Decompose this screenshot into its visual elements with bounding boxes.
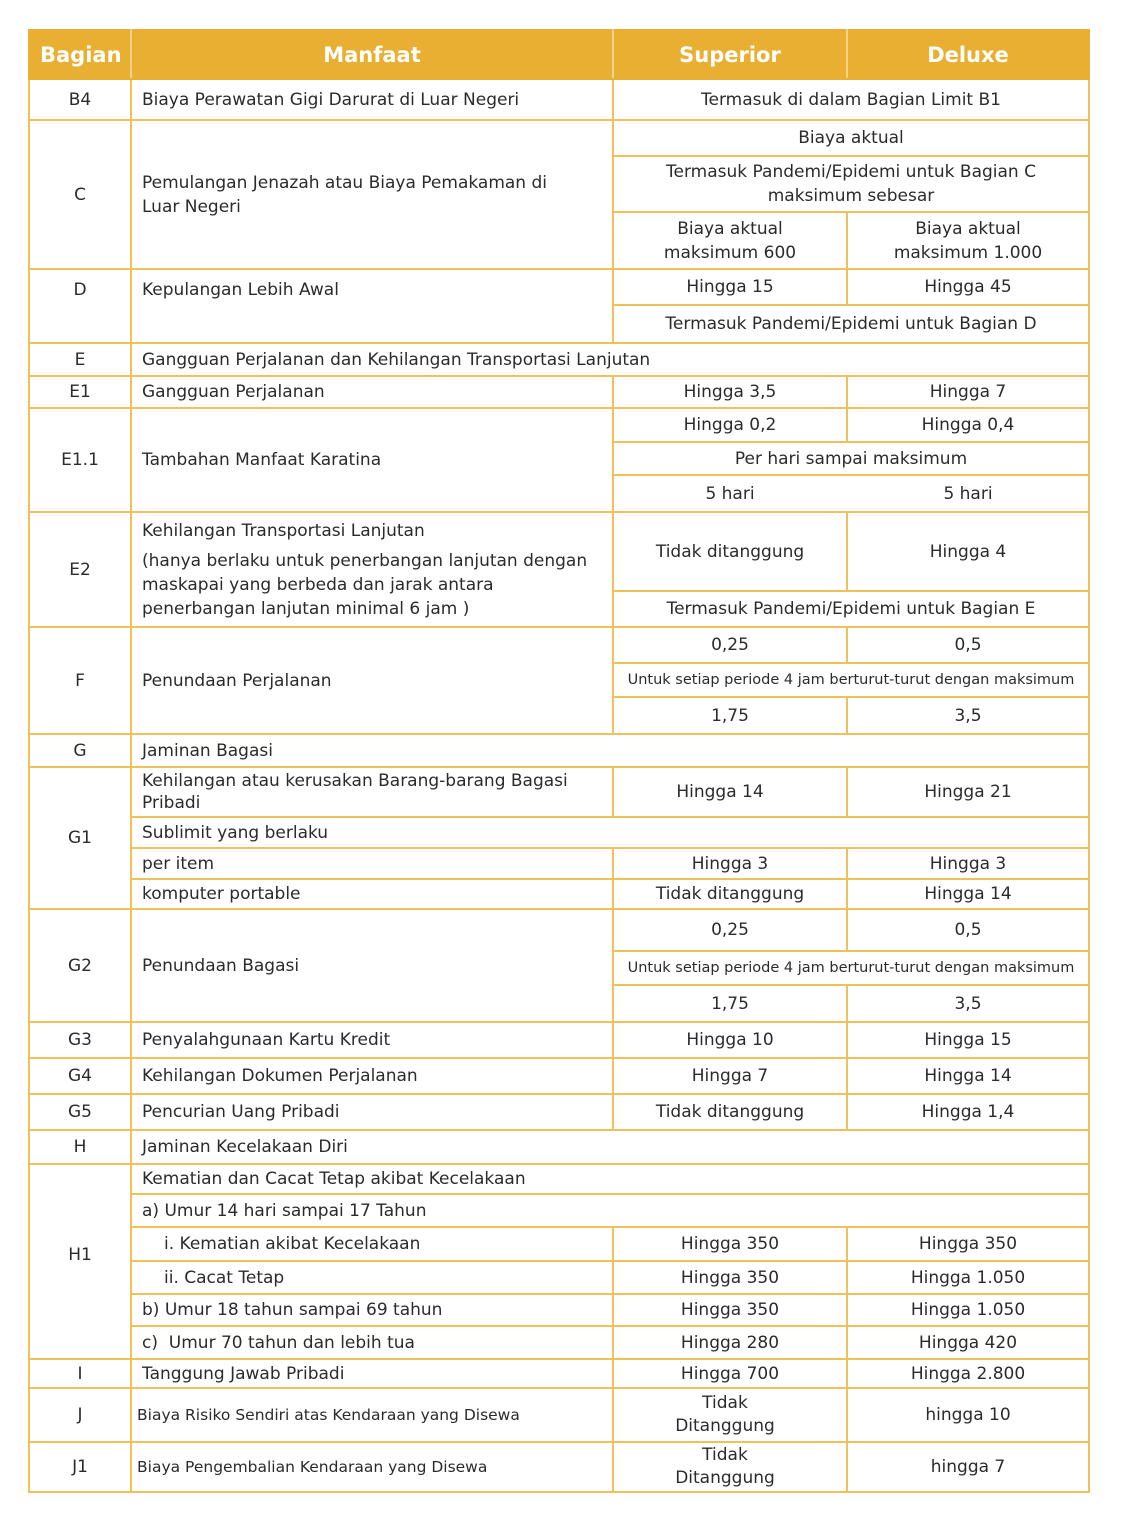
benefit-note: Untuk setiap periode 4 jam berturut-turut dengan maksimum — [613, 951, 1089, 985]
deluxe-value: 0,5 — [847, 909, 1089, 951]
benefit-name: Tanggung Jawab Pribadi — [131, 1359, 613, 1388]
sublimit-label: Sublimit yang berlaku — [131, 817, 1089, 848]
benefit-name: Biaya Pengembalian Kendaraan yang Disewa — [131, 1442, 613, 1492]
superior-value: Tidak Ditanggung — [613, 1388, 847, 1442]
benefit-name: Tambahan Manfaat Karatina — [131, 408, 613, 512]
benefit-name: ii. Cacat Tetap — [131, 1261, 613, 1294]
superior-value: Hingga 10 — [613, 1022, 847, 1058]
benefit-value-both: Biaya aktual — [613, 120, 1089, 156]
deluxe-value: hingga 7 — [847, 1442, 1089, 1492]
age-group-label: b) Umur 18 tahun sampai 69 tahun — [131, 1294, 613, 1326]
section-code: G1 — [29, 767, 131, 909]
superior-value: Hingga 0,2 — [613, 408, 847, 442]
superior-value: 1,75 — [613, 697, 847, 734]
superior-value: Tidak ditanggung — [613, 512, 847, 591]
deluxe-value: Biaya aktual maksimum 1.000 — [847, 212, 1089, 269]
deluxe-value: Hingga 21 — [847, 767, 1089, 817]
benefit-name: Penyalahgunaan Kartu Kredit — [131, 1022, 613, 1058]
table-row — [29, 909, 1089, 951]
section-title: Gangguan Perjalanan dan Kehilangan Transportasi Lanjutan — [131, 343, 1089, 376]
benefit-value-both: Termasuk di dalam Bagian Limit B1 — [613, 79, 1089, 120]
table-row — [29, 879, 1089, 909]
superior-value: Hingga 280 — [613, 1326, 847, 1359]
table-row — [29, 848, 1089, 879]
deluxe-value: Hingga 350 — [847, 1227, 1089, 1261]
table-row — [29, 1326, 1089, 1359]
table-row — [29, 376, 1089, 408]
benefit-name: komputer portable — [131, 879, 613, 909]
section-code: G2 — [29, 909, 131, 1022]
benefit-name: i. Kematian akibat Kecelakaan — [131, 1227, 613, 1261]
benefits-table — [28, 29, 1090, 1493]
superior-value: Hingga 350 — [613, 1227, 847, 1261]
deluxe-value: Hingga 7 — [847, 376, 1089, 408]
table-row — [29, 79, 1089, 120]
age-group-label: a) Umur 14 hari sampai 17 Tahun — [131, 1194, 1089, 1227]
benefit-note: (hanya berlaku untuk penerbangan lanjutan dengan maskapai yang berbeda dan jarak antara penerbangan lanjutan minimal 6 jam ) — [142, 550, 588, 619]
deluxe-value: Hingga 14 — [847, 879, 1089, 909]
deluxe-value: Hingga 2.800 — [847, 1359, 1089, 1388]
benefit-name: Kepulangan Lebih Awal — [131, 269, 613, 343]
deluxe-value: Hingga 1,4 — [847, 1094, 1089, 1130]
superior-value: Hingga 14 — [613, 767, 847, 817]
deluxe-value: Hingga 45 — [847, 269, 1089, 305]
benefit-note: Termasuk Pandemi/Epidemi untuk Bagian C maksimum sebesar — [613, 156, 1089, 212]
superior-value: Hingga 350 — [613, 1294, 847, 1326]
benefit-note: Per hari sampai maksimum — [613, 442, 1089, 475]
benefit-name: Gangguan Perjalanan — [131, 376, 613, 408]
deluxe-value: Hingga 420 — [847, 1326, 1089, 1359]
deluxe-value: Hingga 14 — [847, 1058, 1089, 1094]
deluxe-value: Hingga 0,4 — [847, 408, 1089, 442]
section-code: E1.1 — [29, 408, 131, 512]
benefit-name: Kehilangan Dokumen Perjalanan — [131, 1058, 613, 1094]
deluxe-value: Hingga 4 — [847, 512, 1089, 591]
header-manfaat: Manfaat — [131, 30, 613, 79]
benefit-name: Pencurian Uang Pribadi — [131, 1094, 613, 1130]
table-row — [29, 1261, 1089, 1294]
section-code: G4 — [29, 1058, 131, 1094]
table-row — [29, 1058, 1089, 1094]
table-row — [29, 1294, 1089, 1326]
benefit-name: per item — [131, 848, 613, 879]
table-row — [29, 627, 1089, 663]
section-code: F — [29, 627, 131, 734]
section-code: I — [29, 1359, 131, 1388]
superior-value: 1,75 — [613, 985, 847, 1022]
section-code: H1 — [29, 1164, 131, 1359]
section-title: Jaminan Kecelakaan Diri — [131, 1130, 1089, 1164]
superior-value: 5 hari — [613, 475, 847, 512]
superior-value: Hingga 700 — [613, 1359, 847, 1388]
superior-value: 0,25 — [613, 909, 847, 951]
superior-value: Tidak ditanggung — [613, 1094, 847, 1130]
benefit-name: Penundaan Bagasi — [131, 909, 613, 1022]
section-code: G5 — [29, 1094, 131, 1130]
benefit-name: Kematian dan Cacat Tetap akibat Kecelakaan — [131, 1164, 1089, 1194]
table-row — [29, 1164, 1089, 1194]
superior-value: 0,25 — [613, 627, 847, 663]
benefit-name: Kehilangan atau kerusakan Barang-barang Bagasi Pribadi — [131, 767, 613, 817]
table-row — [29, 120, 1089, 156]
deluxe-value: hingga 10 — [847, 1388, 1089, 1442]
table-row — [29, 1227, 1089, 1261]
deluxe-value: Hingga 1.050 — [847, 1294, 1089, 1326]
table-row — [29, 1094, 1089, 1130]
superior-value: Tidak Ditanggung — [613, 1442, 847, 1492]
deluxe-value: Hingga 3 — [847, 848, 1089, 879]
section-code: E — [29, 343, 131, 376]
superior-value: Hingga 15 — [613, 269, 847, 305]
table-row — [29, 734, 1089, 767]
benefit-name — [131, 512, 613, 627]
age-group-label: c) Umur 70 tahun dan lebih tua — [131, 1326, 613, 1359]
table-row — [29, 408, 1089, 442]
table-row — [29, 1442, 1089, 1492]
benefit-title: Kehilangan Transportasi Lanjutan — [142, 520, 425, 541]
benefit-note: Termasuk Pandemi/Epidemi untuk Bagian D — [613, 305, 1089, 343]
section-code: E1 — [29, 376, 131, 408]
benefit-name: Penundaan Perjalanan — [131, 627, 613, 734]
section-code: E2 — [29, 512, 131, 627]
deluxe-value: Hingga 15 — [847, 1022, 1089, 1058]
benefits-table-container — [28, 29, 1088, 1493]
deluxe-value: 5 hari — [847, 475, 1089, 512]
table-row — [29, 343, 1089, 376]
section-code: B4 — [29, 79, 131, 120]
table-row — [29, 269, 1089, 305]
table-row — [29, 1359, 1089, 1388]
header-superior: Superior — [613, 30, 847, 79]
section-title: Jaminan Bagasi — [131, 734, 1089, 767]
table-row — [29, 1388, 1089, 1442]
superior-value: Hingga 3 — [613, 848, 847, 879]
superior-value: Hingga 3,5 — [613, 376, 847, 408]
deluxe-value: 0,5 — [847, 627, 1089, 663]
section-code: C — [29, 120, 131, 269]
benefit-name: Pemulangan Jenazah atau Biaya Pemakaman di Luar Negeri — [131, 120, 613, 269]
table-header-row — [29, 30, 1089, 79]
benefit-note: Termasuk Pandemi/Epidemi untuk Bagian E — [613, 591, 1089, 627]
table-row — [29, 1022, 1089, 1058]
table-row — [29, 512, 1089, 591]
section-code: J — [29, 1388, 131, 1442]
benefit-name: Biaya Risiko Sendiri atas Kendaraan yang Disewa — [131, 1388, 613, 1442]
section-code: G — [29, 734, 131, 767]
section-code: H — [29, 1130, 131, 1164]
table-row — [29, 817, 1089, 848]
section-code: J1 — [29, 1442, 131, 1492]
superior-value: Hingga 350 — [613, 1261, 847, 1294]
table-row — [29, 1130, 1089, 1164]
section-code: G3 — [29, 1022, 131, 1058]
header-deluxe: Deluxe — [847, 30, 1089, 79]
superior-value: Hingga 7 — [613, 1058, 847, 1094]
table-row — [29, 767, 1089, 817]
superior-value: Tidak ditanggung — [613, 879, 847, 909]
superior-value: Biaya aktual maksimum 600 — [613, 212, 847, 269]
deluxe-value: 3,5 — [847, 985, 1089, 1022]
deluxe-value: 3,5 — [847, 697, 1089, 734]
table-row — [29, 1194, 1089, 1227]
header-bagian: Bagian — [29, 30, 131, 79]
benefit-name: Biaya Perawatan Gigi Darurat di Luar Negeri — [131, 79, 613, 120]
deluxe-value: Hingga 1.050 — [847, 1261, 1089, 1294]
section-code: D — [29, 269, 131, 343]
benefit-note: Untuk setiap periode 4 jam berturut-turut dengan maksimum — [613, 663, 1089, 697]
